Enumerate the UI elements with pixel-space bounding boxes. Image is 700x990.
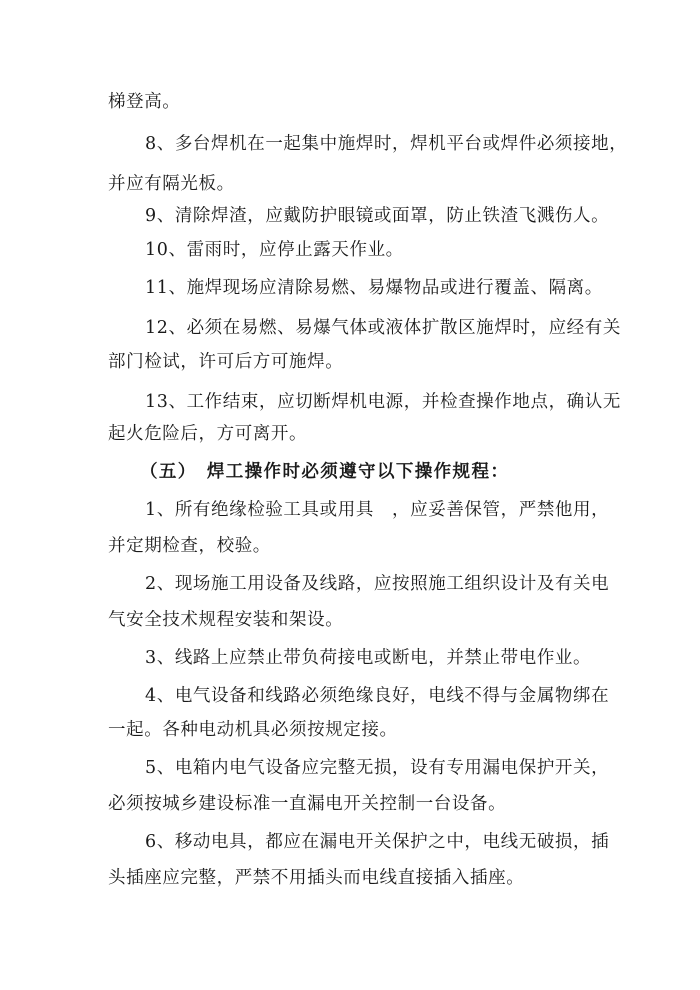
procedure-item-3: 3、线路上应禁止带负荷接电或断电，并禁止带电作业。 <box>145 648 592 668</box>
rule-item-12-continued: 部门检试，许可后方可施焊。 <box>108 352 344 372</box>
procedure-item-1-continued: 并定期检查，校验。 <box>108 536 271 556</box>
rule-item-8-continued: 并应有隔光板。 <box>108 174 235 194</box>
section-heading-5: （五） 焊工操作时必须遵守以下操作规程： <box>140 462 510 482</box>
procedure-item-4: 4、电气设备和线路必须绝缘良好，电线不得与金属物绑在 <box>145 686 610 706</box>
rule-item-13-continued: 起火危险后，方可离开。 <box>108 424 308 444</box>
procedure-item-2: 2、现场施工用设备及线路，应按照施工组织设计及有关电 <box>145 574 610 594</box>
rule-item-12: 12、必须在易燃、易爆气体或液体扩散区施焊时，应经有关 <box>145 318 621 338</box>
procedure-item-1: 1、所有绝缘检验工具或用具 ，应妥善保管，严禁他用， <box>145 500 610 520</box>
procedure-item-5-continued: 必须按城乡建设标准一直漏电开关控制一台设备。 <box>108 794 507 814</box>
rule-item-10: 10、雷雨时，应停止露天作业。 <box>145 240 404 260</box>
rule-item-9: 9、清除焊渣，应戴防护眼镜或面罩，防止铁渣飞溅伤人。 <box>145 206 610 226</box>
procedure-item-5: 5、电箱内电气设备应完整无损，设有专用漏电保护开关， <box>145 758 610 778</box>
procedure-item-4-continued: 一起。各种电动机具必须按规定接。 <box>108 720 398 740</box>
rule-item-13: 13、工作结束，应切断焊机电源，并检查操作地点，确认无 <box>145 392 621 412</box>
procedure-item-6-continued: 头插座应完整，严禁不用插头而电线直接插入插座。 <box>108 868 525 888</box>
procedure-item-2-continued: 气安全技术规程安装和架设。 <box>108 610 344 630</box>
rule-item-11: 11、施焊现场应清除易燃、易爆物品或进行覆盖、隔离。 <box>145 278 603 298</box>
procedure-item-6: 6、移动电具，都应在漏电开关保护之中，电线无破损，插 <box>145 832 610 852</box>
rule-item-8: 8、多台焊机在一起集中施焊时，焊机平台或焊件必须接地， <box>145 134 628 154</box>
text-line-continuation: 梯登高。 <box>108 92 181 112</box>
